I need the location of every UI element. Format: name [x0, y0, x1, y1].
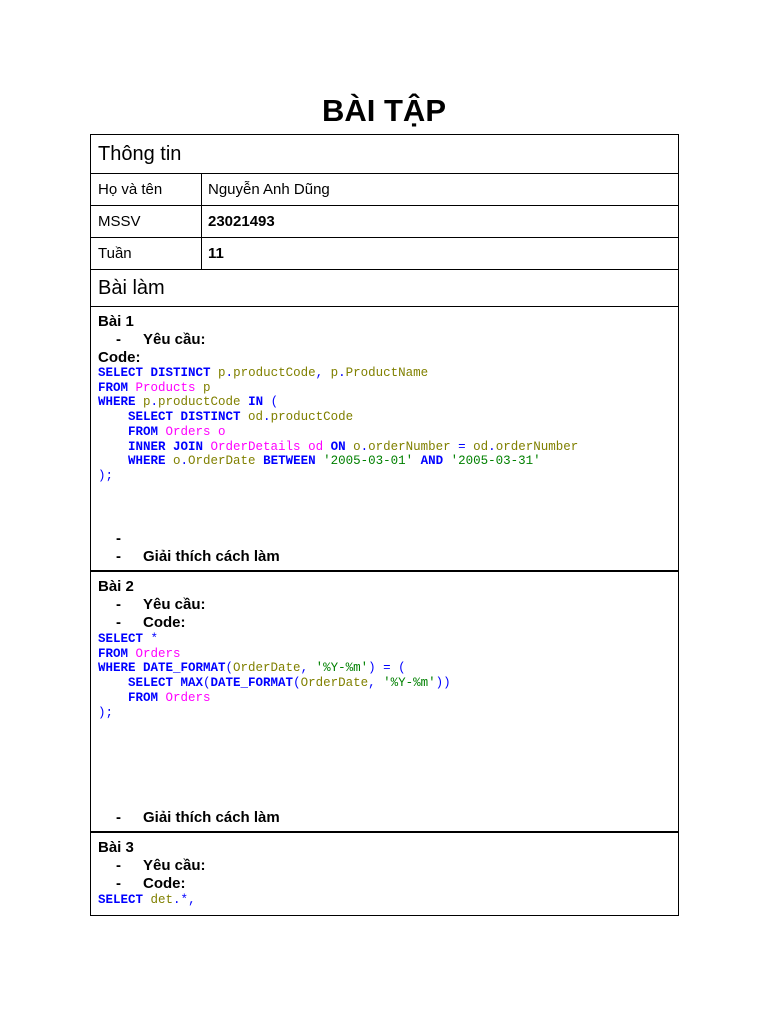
- exercise-title: Bài 1: [98, 313, 134, 330]
- explain-item: [98, 548, 671, 566]
- work-heading-row: [91, 270, 678, 307]
- code-block: SELECT det.*,: [98, 893, 196, 907]
- bullet-dash: -: [116, 596, 121, 613]
- work-heading: Bài làm: [98, 276, 165, 299]
- code-label: Code:: [98, 349, 141, 366]
- exercise-2: [91, 572, 678, 833]
- bullet-dash: -: [116, 614, 121, 631]
- bullet-dash: -: [116, 529, 121, 547]
- exercise-3: [91, 833, 678, 915]
- code-block: SELECT * FROM Orders WHERE DATE_FORMAT(OrderDate, '%Y-%m') = ( SELECT MAX(DATE_FORMAT(OrderDate, '%Y-%m')) FROM Orders );: [98, 632, 451, 720]
- explain-label: Giải thích cách làm: [143, 547, 280, 565]
- info-row-name: [91, 174, 678, 206]
- code-item: [98, 614, 671, 632]
- info-heading: Thông tin: [98, 142, 182, 165]
- requirement-label: Yêu cầu:: [143, 596, 206, 613]
- info-heading-row: [91, 135, 678, 174]
- bullet-dash: -: [116, 809, 121, 827]
- requirement-label: Yêu cầu:: [143, 857, 206, 874]
- code-label: Code:: [143, 614, 186, 631]
- page-title: BÀI TẬP: [322, 93, 446, 128]
- info-value-name: Nguyễn Anh Dũng: [208, 181, 330, 198]
- info-label-mssv: MSSV: [91, 206, 202, 237]
- code-item: [98, 875, 671, 893]
- bullet-dash: -: [116, 875, 121, 892]
- info-row-mssv: [91, 206, 678, 238]
- empty-bullet: [98, 530, 671, 548]
- assignment-sheet: [90, 134, 679, 916]
- info-label-week: Tuần: [91, 238, 202, 269]
- requirement-item: [98, 857, 671, 875]
- info-value-week: 11: [208, 245, 224, 262]
- explain-item: [98, 809, 671, 827]
- exercise-title: Bài 2: [98, 578, 134, 595]
- code-block: SELECT DISTINCT p.productCode, p.ProductName FROM Products p WHERE p.productCode IN ( SELECT DISTINCT od.productCode FROM Orders o INNER JOIN OrderDetails od ON o.orderNumber = od.orderNumber WHERE o.OrderDate BETWEEN '2005-03-01' AND '2005-03-31' );: [98, 366, 579, 483]
- explain-label: Giải thích cách làm: [143, 809, 280, 827]
- bullet-dash: -: [116, 331, 121, 348]
- bullet-dash: -: [116, 547, 121, 565]
- requirement-label: Yêu cầu:: [143, 331, 206, 348]
- exercise-title: Bài 3: [98, 839, 134, 856]
- bullet-dash: -: [116, 857, 121, 874]
- requirement-item: [98, 331, 671, 349]
- requirement-item: [98, 596, 671, 614]
- exercise-1: [91, 307, 678, 572]
- info-row-week: [91, 238, 678, 270]
- info-label-name: Họ và tên: [91, 174, 202, 205]
- info-value-mssv: 23021493: [208, 213, 275, 230]
- code-label: Code:: [143, 875, 186, 892]
